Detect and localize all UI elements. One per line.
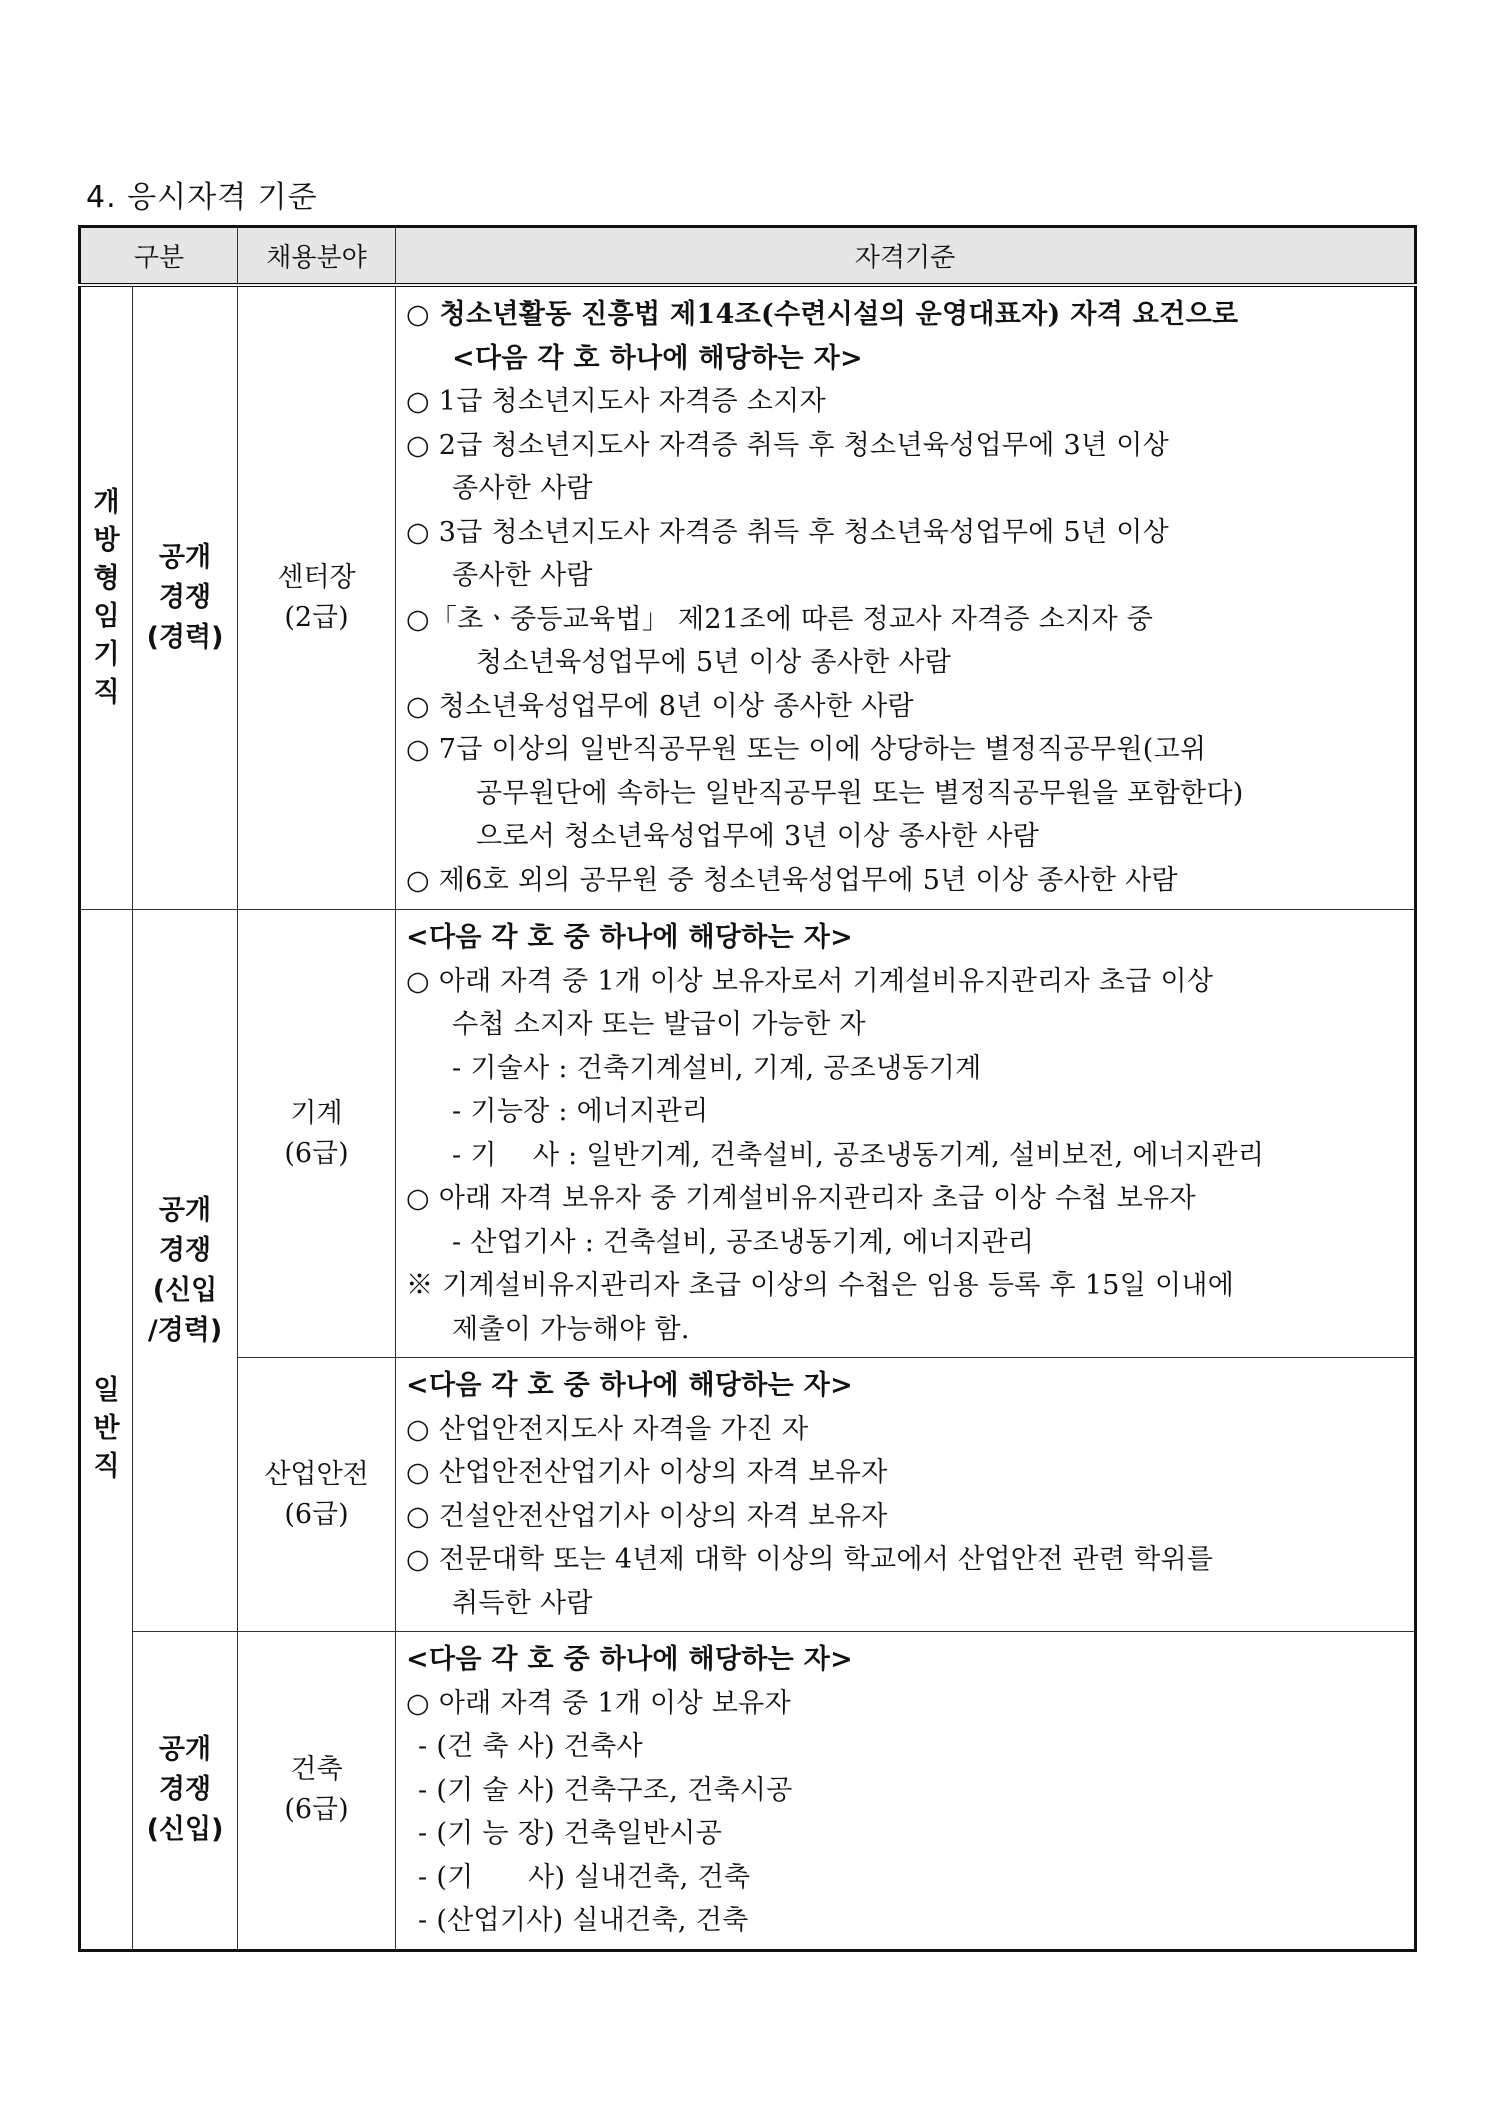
criteria-line: <다음 각 호 중 하나에 해당하는 자>: [406, 1370, 854, 1401]
criteria-line: 종사한 사람: [452, 473, 593, 504]
criteria-line: - (산업기사) 실내건축, 건축: [418, 1905, 749, 1936]
criteria-line: ○「초ㆍ중등교육법」 제21조에 따른 정교사 자격증 소지자 중: [406, 603, 1154, 635]
job-field-cell: [238, 1358, 396, 1632]
criteria-line: - 기 사 : 일반기계, 건축설비, 공조냉동기계, 설비보전, 에너지관리: [452, 1139, 1265, 1171]
criteria-line: ○ 산업안전지도사 자격을 가진 자: [406, 1413, 809, 1445]
criteria-line: ○ 전문대학 또는 4년제 대학 이상의 학교에서 산업안전 관련 학위를: [406, 1544, 1214, 1575]
table-row: [80, 910, 1416, 1358]
criteria-line: - 기술사 : 건축기계설비, 기계, 공조냉동기계: [452, 1052, 982, 1084]
criteria-line: <다음 각 호 중 하나에 해당하는 자>: [406, 922, 854, 953]
criteria-line: 으로서 청소년육성업무에 3년 이상 종사한 사람: [476, 821, 1040, 852]
job-field-cell: [238, 910, 396, 1358]
job-field-label: 센터장 (2급): [277, 562, 356, 633]
job-field-label: 기계 (6급): [284, 1097, 349, 1169]
recruit-method-label: 공개 경쟁 (신입): [146, 1734, 224, 1846]
criteria-line: - 기능장 : 에너지관리: [452, 1096, 709, 1127]
criteria-line: ○ 7급 이상의 일반직공무원 또는 이에 상당하는 별정직공무원(고위: [406, 734, 1207, 765]
criteria-line: - 산업기사 : 건축설비, 공조냉동기계, 에너지관리: [452, 1226, 1035, 1258]
criteria-line: 종사한 사람: [452, 560, 593, 591]
criteria-line: ○ 건설안전산업기사 이상의 자격 보유자: [406, 1500, 888, 1532]
criteria-line: 취득한 사람: [452, 1587, 593, 1619]
recruit-method-cell: [133, 1632, 238, 1951]
header-criteria: 자격기준: [396, 227, 1416, 286]
employment-type-label: 개 방 형 임 기 직: [93, 487, 120, 708]
employment-type-open: [80, 285, 133, 910]
criteria-line: ○ 아래 자격 중 1개 이상 보유자: [406, 1687, 791, 1719]
job-field-label: 건축 (6급): [284, 1754, 349, 1826]
criteria-line: ○ 청소년육성업무에 8년 이상 종사한 사람: [406, 690, 914, 722]
recruit-method-label: 공개 경쟁 (경력): [146, 542, 224, 653]
criteria-cell: [396, 285, 1416, 910]
job-field-label: 산업안전 (6급): [264, 1458, 369, 1530]
criteria-line: ○ 산업안전산업기사 이상의 자격 보유자: [406, 1457, 888, 1488]
criteria-line: 공무원단에 속하는 일반직공무원 또는 별정직공무원을 포함한다): [476, 777, 1244, 809]
criteria-cell: [396, 910, 1416, 1358]
criteria-line: - (기 능 장) 건축일반시공: [418, 1818, 723, 1849]
table-row: [80, 1632, 1416, 1951]
employment-type-label: 일 반 직: [93, 1375, 120, 1483]
table-row: [80, 1358, 1416, 1632]
criteria-line: ○ 제6호 외의 공무원 중 청소년육성업무에 5년 이상 종사한 사람: [406, 864, 1178, 896]
qualification-table: [78, 225, 1417, 1952]
section-title: 4. 응시자격 기준: [86, 180, 318, 215]
recruit-method-label: 공개 경쟁 (신입 /경력): [147, 1194, 223, 1346]
criteria-line: - (건 축 사) 건축사: [418, 1731, 643, 1762]
criteria-line: - (기 사) 실내건축, 건축: [418, 1861, 751, 1893]
criteria-line: ○ 2급 청소년지도사 자격증 취득 후 청소년육성업무에 3년 이상: [406, 429, 1170, 461]
job-field-cell: [238, 285, 396, 910]
recruit-method-cell: [133, 285, 238, 910]
criteria-line: ○ 아래 자격 보유자 중 기계설비유지관리자 초급 이상 수첩 보유자: [406, 1183, 1196, 1214]
table-header-row: [80, 227, 1416, 286]
criteria-line: ○ 3급 청소년지도사 자격증 취득 후 청소년육성업무에 5년 이상: [406, 516, 1170, 548]
employment-type-general: [80, 910, 133, 1951]
header-field: 채용분야: [238, 227, 396, 286]
criteria-cell: [396, 1358, 1416, 1632]
criteria-line: - (기 술 사) 건축구조, 건축시공: [418, 1774, 793, 1806]
table-row: [80, 285, 1416, 910]
criteria-line: <다음 각 호 중 하나에 해당하는 자>: [406, 1644, 854, 1675]
criteria-line: <다음 각 호 하나에 해당하는 자>: [452, 342, 863, 374]
criteria-line: 청소년육성업무에 5년 이상 종사한 사람: [476, 647, 952, 678]
criteria-cell: [396, 1632, 1416, 1951]
criteria-line: ○ 청소년활동 진흥법 제14조(수련시설의 운영대표자) 자격 요건으로: [406, 299, 1239, 330]
criteria-line: ○ 1급 청소년지도사 자격증 소지자: [406, 386, 826, 417]
recruit-method-cell: [133, 910, 238, 1632]
header-category: 구분: [80, 227, 238, 286]
criteria-line: 수첩 소지자 또는 발급이 가능한 자: [452, 1009, 866, 1040]
criteria-line: ○ 아래 자격 중 1개 이상 보유자로서 기계설비유지관리자 초급 이상: [406, 965, 1214, 997]
criteria-line: 제출이 가능해야 함.: [452, 1313, 690, 1345]
job-field-cell: [238, 1632, 396, 1951]
criteria-line: ※ 기계설비유지관리자 초급 이상의 수첩은 임용 등록 후 15일 이내에: [406, 1270, 1235, 1301]
